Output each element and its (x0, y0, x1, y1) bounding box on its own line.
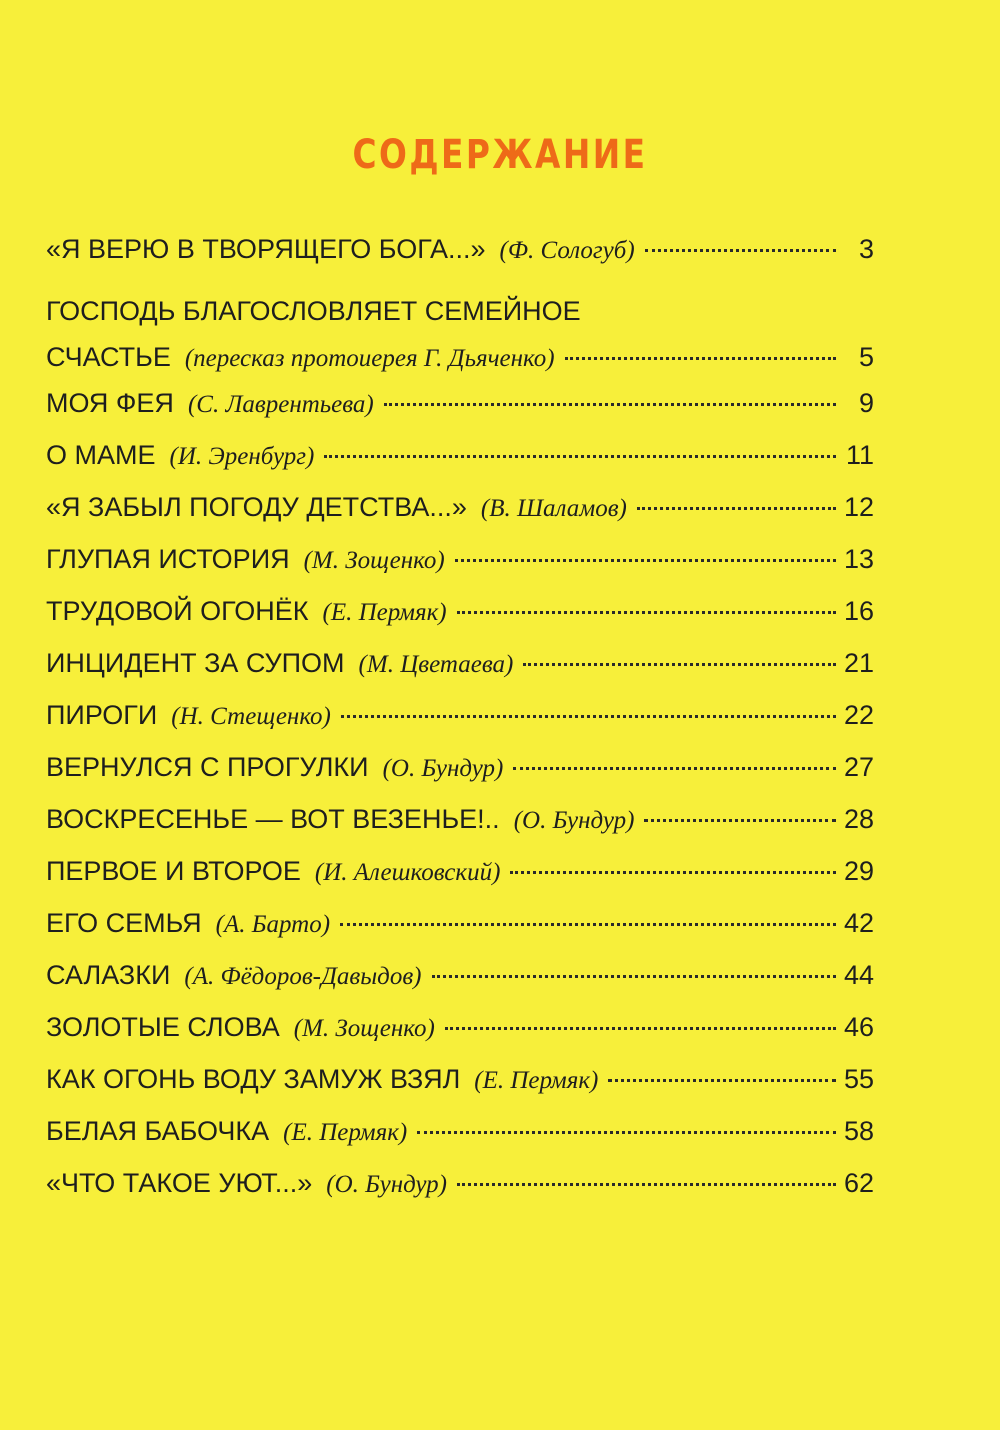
entry-author: (О. Бундур) (513, 807, 635, 834)
toc-entry[interactable] (46, 542, 874, 578)
entry-page: 58 (843, 1116, 874, 1146)
entry-author: (А. Фёдоров-Давыдов) (184, 963, 422, 990)
toc-entry[interactable] (46, 750, 874, 786)
entry-author: (Е. Пермяк) (322, 599, 447, 626)
toc-entry[interactable] (46, 294, 874, 376)
entry-author: (М. Зощенко) (293, 1015, 435, 1042)
entry-page: 27 (843, 752, 874, 782)
toc-entry[interactable] (46, 958, 874, 994)
entry-author: (С. Лаврентьева) (187, 391, 374, 418)
toc-entry[interactable] (46, 1010, 874, 1046)
entry-page: 3 (858, 234, 874, 264)
entry-author: (О. Бундур) (326, 1171, 448, 1198)
entry-page: 28 (843, 804, 874, 834)
entry-page: 55 (843, 1064, 874, 1094)
toc-entry[interactable] (46, 232, 874, 268)
entry-author: (М. Цветаева) (358, 651, 514, 678)
dot-leader (457, 1183, 836, 1186)
toc-entry[interactable] (46, 386, 874, 422)
page-title: СОДЕРЖАНИЕ (352, 132, 648, 178)
entry-page: 12 (843, 492, 874, 522)
entry-title: «Я ВЕРЮ В ТВОРЯЩЕГО БОГА...» (46, 234, 486, 264)
dot-leader (644, 819, 836, 822)
dot-leader (324, 455, 836, 458)
toc-entry[interactable] (46, 1166, 874, 1202)
entry-title: ВОСКРЕСЕНЬЕ — ВОТ ВЕЗЕНЬЕ!.. (46, 804, 500, 834)
entry-title: КАК ОГОНЬ ВОДУ ЗАМУЖ ВЗЯЛ (46, 1064, 461, 1094)
entry-author: (Е. Пермяк) (283, 1119, 408, 1146)
toc-entry[interactable] (46, 438, 874, 474)
dot-leader (432, 975, 836, 978)
entry-title: ГЛУПАЯ ИСТОРИЯ (46, 544, 290, 574)
dot-leader (417, 1131, 836, 1134)
entry-title: О МАМЕ (46, 440, 156, 470)
dot-leader (565, 357, 836, 360)
dot-leader (455, 559, 836, 562)
entry-page: 21 (843, 648, 874, 678)
entry-author: (Н. Стещенко) (171, 703, 331, 730)
entry-page: 22 (843, 700, 874, 730)
entry-page: 62 (843, 1168, 874, 1198)
toc-entry[interactable] (46, 802, 874, 838)
entry-page: 11 (845, 440, 874, 470)
dot-leader (445, 1027, 836, 1030)
toc-entry[interactable] (46, 594, 874, 630)
toc-entry[interactable] (46, 854, 874, 890)
toc-entry[interactable] (46, 1114, 874, 1150)
entry-author: (А. Барто) (215, 911, 331, 938)
entry-author: (Ф. Сологуб) (499, 237, 635, 264)
entry-title: ПИРОГИ (46, 700, 158, 730)
dot-leader (341, 715, 836, 718)
toc-entry[interactable] (46, 1062, 874, 1098)
entry-page: 16 (843, 596, 874, 626)
entry-author: (О. Бундур) (382, 755, 504, 782)
toc-entry[interactable] (46, 646, 874, 682)
toc-entry[interactable] (46, 490, 874, 526)
entry-page: 44 (843, 960, 874, 990)
entry-title: ВЕРНУЛСЯ С ПРОГУЛКИ (46, 752, 369, 782)
entry-title: «Я ЗАБЫЛ ПОГОДУ ДЕТСТВА...» (46, 492, 467, 522)
dot-leader (384, 403, 836, 406)
entry-author: (Е. Пермяк) (474, 1067, 599, 1094)
dot-leader (510, 871, 836, 874)
entry-title-line1: ГОСПОДЬ БЛАГОСЛОВЛЯЕТ СЕМЕЙНОЕ (46, 296, 581, 326)
entry-title: ЗОЛОТЫЕ СЛОВА (46, 1012, 280, 1042)
entry-title: ТРУДОВОЙ ОГОНЁК (46, 596, 309, 626)
entry-title: «ЧТО ТАКОЕ УЮТ...» (46, 1168, 313, 1198)
entry-page: 13 (843, 544, 874, 574)
entry-title: ПЕРВОЕ И ВТОРОЕ (46, 856, 301, 886)
toc-entry[interactable] (46, 906, 874, 942)
entry-title: ИНЦИДЕНТ ЗА СУПОМ (46, 648, 345, 678)
dot-leader (637, 507, 836, 510)
entry-page: 42 (843, 908, 874, 938)
toc-entry[interactable] (46, 698, 874, 734)
dot-leader (457, 611, 836, 614)
dot-leader (523, 663, 836, 666)
entry-author: (пересказ протоиерея Г. Дьяченко) (184, 345, 555, 372)
entry-title: САЛАЗКИ (46, 960, 171, 990)
entry-author: (И. Алешковский) (314, 859, 501, 886)
entry-page: 29 (843, 856, 874, 886)
entry-page: 5 (858, 342, 874, 372)
dot-leader (340, 923, 836, 926)
entry-title: ЕГО СЕМЬЯ (46, 908, 202, 938)
entry-title: БЕЛАЯ БАБОЧКА (46, 1116, 270, 1146)
dot-leader (608, 1079, 836, 1082)
entry-title: МОЯ ФЕЯ (46, 388, 174, 418)
entry-page: 46 (843, 1012, 874, 1042)
entry-page: 9 (858, 388, 874, 418)
entry-title: СЧАСТЬЕ (46, 342, 171, 372)
dot-leader (513, 767, 836, 770)
entry-author: (В. Шаламов) (480, 495, 627, 522)
entry-author: (М. Зощенко) (303, 547, 445, 574)
entry-author: (И. Эренбург) (169, 443, 315, 470)
dot-leader (645, 249, 836, 252)
